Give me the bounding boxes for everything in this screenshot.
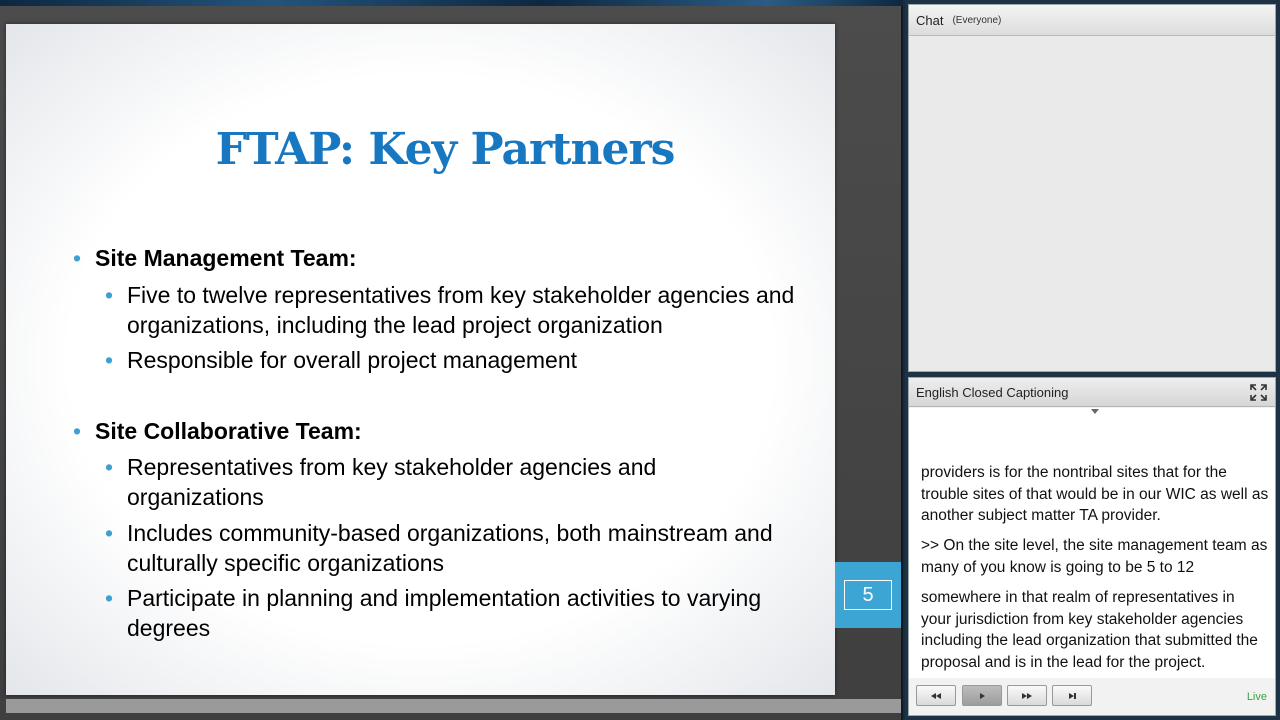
skip-to-end-button[interactable] [1052,685,1092,706]
slide-page-badge [835,562,901,628]
chat-pod [908,4,1276,372]
right-panel [905,0,1280,720]
play-button[interactable] [962,685,1002,706]
skip-to-end-icon [1069,693,1076,699]
bullet-collaborative-2: • Includes community-based organizations, both mainstream and culturally specific organizations [127,518,817,578]
slide [6,24,835,695]
fullscreen-icon[interactable] [1250,384,1267,401]
caption-paragraph: somewhere in that realm of representatives in your jurisdiction from key stakeholder agencies including the lead organization that submitted the proposal and is in the lead for the project. [921,588,1258,672]
fast-forward-button[interactable] [1007,685,1047,706]
stage-top-bar [0,0,903,6]
section-heading-collaborative: • Site Collaborative Team: [95,418,362,445]
play-icon [980,693,985,699]
caption-paragraph: providers is for the nontribal sites that for the trouble sites of that would be in our WIC as well as another subject matter TA provider. [921,463,1269,525]
chat-scope[interactable]: (Everyone) [952,14,1002,26]
stage-bottom-bar [6,699,901,713]
caption-controls [909,681,1275,715]
chat-title: Chat [916,12,944,28]
bullet-management-1: • Five to twelve representatives from key stakeholder agencies and organizations, including the lead project organization [127,280,827,340]
rewind-icon [931,693,941,699]
bullet-collaborative-3: • Participate in planning and implementation activities to varying degrees [127,583,767,643]
captions-body[interactable] [909,408,1275,678]
caption-paragraph: >> On the site level, the site management team as many of you know is going to be 5 to 12 [921,537,1268,577]
rewind-button[interactable] [916,685,956,706]
captions-title: English Closed Captioning [916,384,1069,400]
closed-captioning-pod [908,377,1276,716]
slide-title: FTAP: Key Partners [215,124,675,175]
scroll-indicator-icon [1091,409,1099,414]
fast-forward-icon [1022,693,1032,699]
slide-page-number: 5 [844,580,892,610]
bullet-management-2: • Responsible for overall project management [127,345,827,375]
captions-text [921,462,1269,674]
captions-header [909,378,1275,407]
chat-header [909,5,1275,36]
bullet-collaborative-1: • Representatives from key stakeholder agencies and organizations [127,452,727,512]
live-label[interactable]: Live [1246,691,1267,703]
section-heading-management: • Site Management Team: [95,245,357,272]
